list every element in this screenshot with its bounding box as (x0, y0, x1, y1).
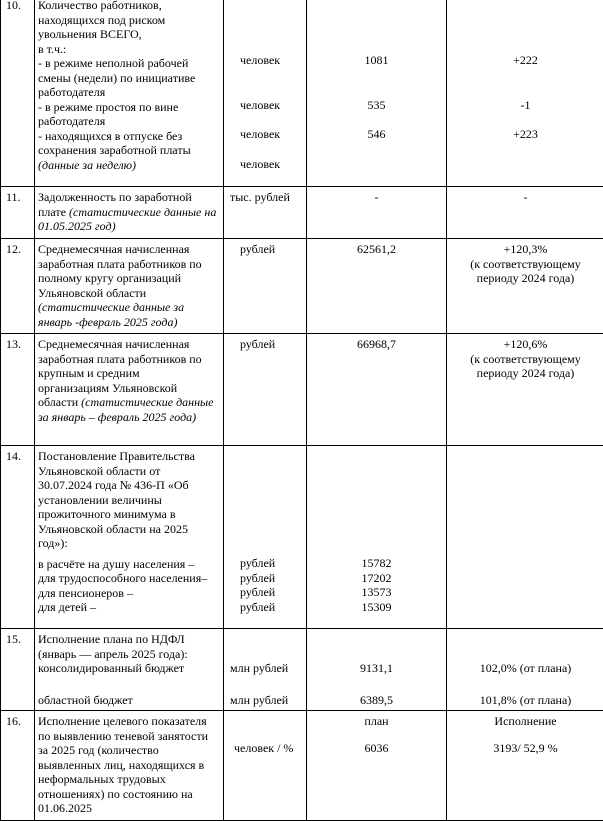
value: 15782 (307, 556, 446, 571)
value-cell (307, 446, 447, 629)
source-note: (данные за неделю) (38, 158, 221, 173)
table-row-10 (1, 0, 603, 187)
desc-line: для трудоспособного населения– (38, 571, 221, 586)
desc-line: для детей – (38, 600, 221, 615)
change-note: периоду 2024 года) (447, 366, 603, 381)
desc-line: находящихся под риском (38, 13, 221, 28)
row-number: 12. (1, 239, 35, 334)
desc-line: за 2025 год (количество (38, 743, 221, 758)
change-note: (к соответствующему (447, 352, 603, 367)
change: +120,6% (447, 337, 603, 352)
unit: рублей (224, 337, 306, 352)
indicator-description (35, 711, 224, 821)
table-row-13 (1, 334, 603, 446)
desc-line: Количество работников, (38, 0, 221, 13)
unit: рублей (224, 556, 306, 571)
desc-line: крупным и средним (38, 366, 221, 381)
desc-line: плате (38, 205, 66, 219)
row-number: 13. (1, 334, 35, 446)
unit-cell (224, 0, 307, 187)
desc-line: в расчёте на душу населения – (38, 557, 221, 572)
table-row-15 (1, 629, 603, 711)
unit: человек (224, 127, 306, 142)
change-note: периоду 2024 года) (447, 271, 603, 286)
value: - (307, 190, 446, 205)
indicator-description (35, 629, 224, 711)
desc-line: - находящихся в отпуске без (38, 129, 221, 144)
source-note: (статистические данные за январь -февраль 2025 года) (38, 300, 184, 329)
row-number: 11. (1, 187, 35, 239)
unit-cell (224, 187, 307, 239)
desc-line: полному кругу организаций (38, 271, 221, 286)
unit: млн рублей (224, 693, 306, 708)
value: 66968,7 (307, 337, 446, 352)
value: 9131,1 (307, 661, 446, 676)
desc-line: консолидированный бюджет (38, 661, 221, 676)
desc-line: неформальных трудовых (38, 772, 221, 787)
unit: рублей (224, 600, 306, 615)
desc-line: Среднемесячная начисленная (38, 242, 221, 257)
desc-line: в т.ч.: (38, 42, 221, 57)
desc-line: установлении величины (38, 493, 221, 508)
value-cell (307, 239, 447, 334)
change-cell (447, 446, 603, 629)
desc-line: для пенсионеров – (38, 586, 221, 601)
value: 1081 (307, 53, 446, 68)
desc-line: сохранения заработной платы (38, 143, 221, 158)
change: -1 (447, 98, 603, 113)
desc-line: Ульяновской области (38, 286, 221, 301)
desc-line: - в режиме неполной рабочей (38, 56, 221, 71)
indicator-description (35, 239, 224, 334)
desc-line: отношениях) по состоянию на (38, 787, 221, 802)
value: 13573 (307, 585, 446, 600)
unit: рублей (224, 571, 306, 586)
change-cell (447, 711, 603, 821)
desc-line: областной бюджет (38, 693, 221, 708)
unit: рублей (224, 242, 306, 257)
desc-line: - в режиме простоя по вине (38, 100, 221, 115)
change-note: (к соответствующему (447, 257, 603, 272)
desc-line: прожиточного минимума в (38, 507, 221, 522)
desc-line: заработная плата работников по (38, 352, 221, 367)
column-header-plan: план (307, 714, 446, 729)
unit: человек (224, 53, 306, 68)
value: 535 (307, 98, 446, 113)
value-cell (307, 334, 447, 446)
desc-line: работодателя (38, 85, 221, 100)
desc-line: организациям Ульяновской (38, 381, 221, 396)
unit: рублей (224, 585, 306, 600)
desc-line: выявленных лиц, находящихся в (38, 758, 221, 773)
change: 101,8% (от плана) (447, 693, 603, 708)
value-cell (307, 0, 447, 187)
row-number: 16. (1, 711, 35, 821)
row-number: 15. (1, 629, 35, 711)
desc-line: Ульяновской области на 2025 (38, 522, 221, 537)
unit-cell (224, 711, 307, 821)
change: +120,3% (447, 242, 603, 257)
change-cell (447, 239, 603, 334)
change-cell (447, 334, 603, 446)
value: 15309 (307, 600, 446, 615)
desc-line: области (38, 395, 78, 409)
unit: человек (224, 157, 306, 172)
table-row-12 (1, 239, 603, 334)
desc-line: Среднемесячная начисленная (38, 337, 221, 352)
source-note: (статистические данные за январь – февраль 2025 года) (38, 395, 214, 424)
indicator-description (35, 334, 224, 446)
desc-line (38, 676, 221, 691)
unit: млн рублей (224, 661, 306, 676)
source-note: (статистические данные на 01.05.2025 год) (38, 205, 216, 234)
desc-line: (январь — апрель 2025 года): (38, 647, 221, 662)
row-number: 10. (1, 0, 35, 187)
change: - (447, 190, 603, 205)
change: 102,0% (от плана) (447, 661, 603, 676)
unit: тыс. рублей (224, 190, 306, 205)
change-cell (447, 0, 603, 187)
unit-cell (224, 446, 307, 629)
change: +223 (447, 127, 603, 142)
desc-line: смены (недели) по инициативе (38, 71, 221, 86)
desc-line: Исполнение плана по НДФЛ (38, 632, 221, 647)
desc-line: год»): (38, 536, 221, 551)
desc-line: 01.06.2025 (38, 801, 221, 816)
desc-line: работодателя (38, 114, 221, 129)
value-cell (307, 629, 447, 711)
desc-line: увольнения ВСЕГО, (38, 27, 221, 42)
value: 17202 (307, 571, 446, 586)
desc-line: Задолженность по заработной (38, 190, 221, 205)
table-row-16 (1, 711, 603, 821)
value-cell (307, 711, 447, 821)
value: 6036 (307, 741, 446, 756)
column-header-execution: Исполнение (447, 714, 603, 729)
change: 3193/ 52,9 % (447, 741, 603, 756)
change-cell (447, 187, 603, 239)
desc-line: по выявлению теневой занятости (38, 729, 221, 744)
desc-line: 30.07.2024 года № 436-П «Об (38, 478, 221, 493)
value-cell (307, 187, 447, 239)
table-row-14 (1, 446, 603, 629)
value: 546 (307, 127, 446, 142)
table-row-11 (1, 187, 603, 239)
unit-cell (224, 239, 307, 334)
desc-line: Постановление Правительства (38, 449, 221, 464)
row-number: 14. (1, 446, 35, 629)
indicator-description (35, 0, 224, 187)
indicator-description (35, 446, 224, 629)
desc-line: Ульяновской области от (38, 464, 221, 479)
value: 6389,5 (307, 693, 446, 708)
desc-line: Исполнение целевого показателя (38, 714, 221, 729)
change: +222 (447, 53, 603, 68)
indicator-description (35, 187, 224, 239)
unit: человек / % (224, 741, 306, 756)
unit: человек (224, 98, 306, 113)
value: 62561,2 (307, 242, 446, 257)
change-cell (447, 629, 603, 711)
desc-line: заработная плата работников по (38, 257, 221, 272)
unit-cell (224, 334, 307, 446)
unit-cell (224, 629, 307, 711)
